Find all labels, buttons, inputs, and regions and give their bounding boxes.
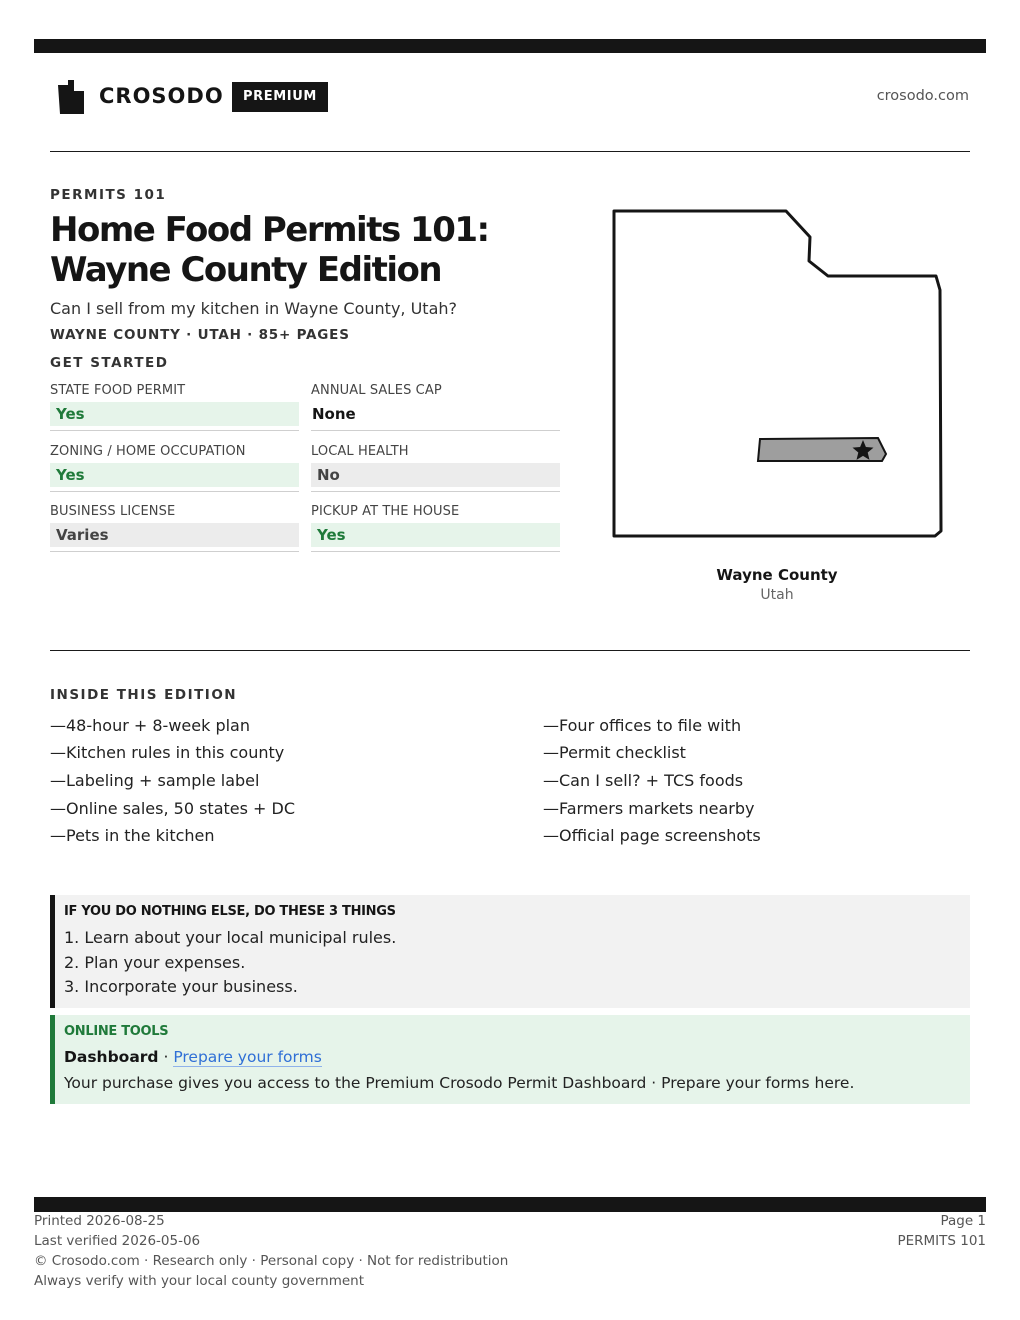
header-divider xyxy=(50,151,970,152)
fact-value: No xyxy=(311,463,560,487)
verify-disclaimer: Always verify with your local county government xyxy=(34,1273,364,1289)
fact-label: STATE FOOD PERMIT xyxy=(50,383,186,398)
fact-label: PICKUP AT THE HOUSE xyxy=(311,504,460,519)
online-tools-description: Your purchase gives you access to the Premium Crosodo Permit Dashboard · Prepare your forms here. xyxy=(64,1074,855,1092)
toc-item: —Four offices to file with xyxy=(543,716,742,735)
dashboard-label: Dashboard xyxy=(64,1048,159,1066)
edition-meta: WAYNE COUNTY · UTAH · 85+ PAGES xyxy=(50,327,350,343)
section-divider xyxy=(50,650,970,651)
must-do-step: 1. Learn about your local municipal rules. xyxy=(64,928,397,947)
inside-heading: INSIDE THIS EDITION xyxy=(50,687,238,703)
get-started-heading: GET STARTED xyxy=(50,355,169,371)
fact-value: Yes xyxy=(311,523,560,547)
toc-item: —Labeling + sample label xyxy=(50,771,260,790)
online-tools-heading: ONLINE TOOLS xyxy=(64,1024,169,1039)
fact-value: Yes xyxy=(50,463,299,487)
fact-value: None xyxy=(312,405,356,423)
toc-item: —Farmers markets nearby xyxy=(543,799,755,818)
section-kicker: PERMITS 101 xyxy=(50,187,167,203)
fact-annual-sales-cap xyxy=(311,383,560,431)
dashboard-line xyxy=(64,1048,322,1066)
premium-badge: PREMIUM xyxy=(232,82,328,112)
toc-item: —Online sales, 50 states + DC xyxy=(50,799,296,818)
county-outline xyxy=(614,211,941,536)
fact-business-license xyxy=(50,504,299,552)
toc-item: —48-hour + 8-week plan xyxy=(50,716,250,735)
fact-pickup-at-house xyxy=(311,504,560,552)
online-tools-callout xyxy=(50,1015,970,1104)
fact-value: Varies xyxy=(50,523,299,547)
page-subtitle: Can I sell from my kitchen in Wayne County, Utah? xyxy=(50,299,458,318)
fact-label: LOCAL HEALTH xyxy=(311,444,409,459)
must-do-step: 3. Incorporate your business. xyxy=(64,977,298,996)
fact-value: Yes xyxy=(50,402,299,426)
must-do-step: 2. Plan your expenses. xyxy=(64,953,246,972)
toc-item: —Permit checklist xyxy=(543,743,686,762)
must-do-callout xyxy=(50,895,970,1008)
footer-section: PERMITS 101 xyxy=(897,1233,986,1249)
fact-local-health xyxy=(311,444,560,492)
fact-label: ANNUAL SALES CAP xyxy=(311,383,442,398)
fact-label: ZONING / HOME OCCUPATION xyxy=(50,444,246,459)
map-county-name: Wayne County xyxy=(716,566,838,584)
fact-label: BUSINESS LICENSE xyxy=(50,504,176,519)
site-url[interactable]: crosodo.com xyxy=(876,88,969,104)
map-state-name: Utah xyxy=(760,587,794,603)
footer-rule-bar xyxy=(34,1197,986,1212)
page-title: Home Food Permits 101: Wayne County Edition xyxy=(50,210,489,290)
top-rule-bar xyxy=(34,39,986,53)
printed-date: Printed 2026-08-25 xyxy=(34,1213,165,1229)
page-number: Page 1 xyxy=(940,1213,986,1229)
verified-date: Last verified 2026-05-06 xyxy=(34,1233,201,1249)
copyright-notice: © Crosodo.com · Research only · Personal copy · Not for redistribution xyxy=(34,1253,509,1269)
county-map xyxy=(610,207,946,543)
utah-logo-icon xyxy=(57,80,85,114)
toc-item: —Official page screenshots xyxy=(543,826,761,845)
fact-zoning xyxy=(50,444,299,492)
dot-separator: · xyxy=(158,1048,174,1066)
toc-item: —Can I sell? + TCS foods xyxy=(543,771,744,790)
toc-item: —Kitchen rules in this county xyxy=(50,743,285,762)
toc-item: —Pets in the kitchen xyxy=(50,826,215,845)
prepare-forms-link[interactable]: Prepare your forms xyxy=(173,1048,322,1066)
brand-name: CROSODO xyxy=(99,84,224,108)
must-do-heading: IF YOU DO NOTHING ELSE, DO THESE 3 THINGS xyxy=(64,904,396,919)
fact-state-food-permit xyxy=(50,383,299,431)
